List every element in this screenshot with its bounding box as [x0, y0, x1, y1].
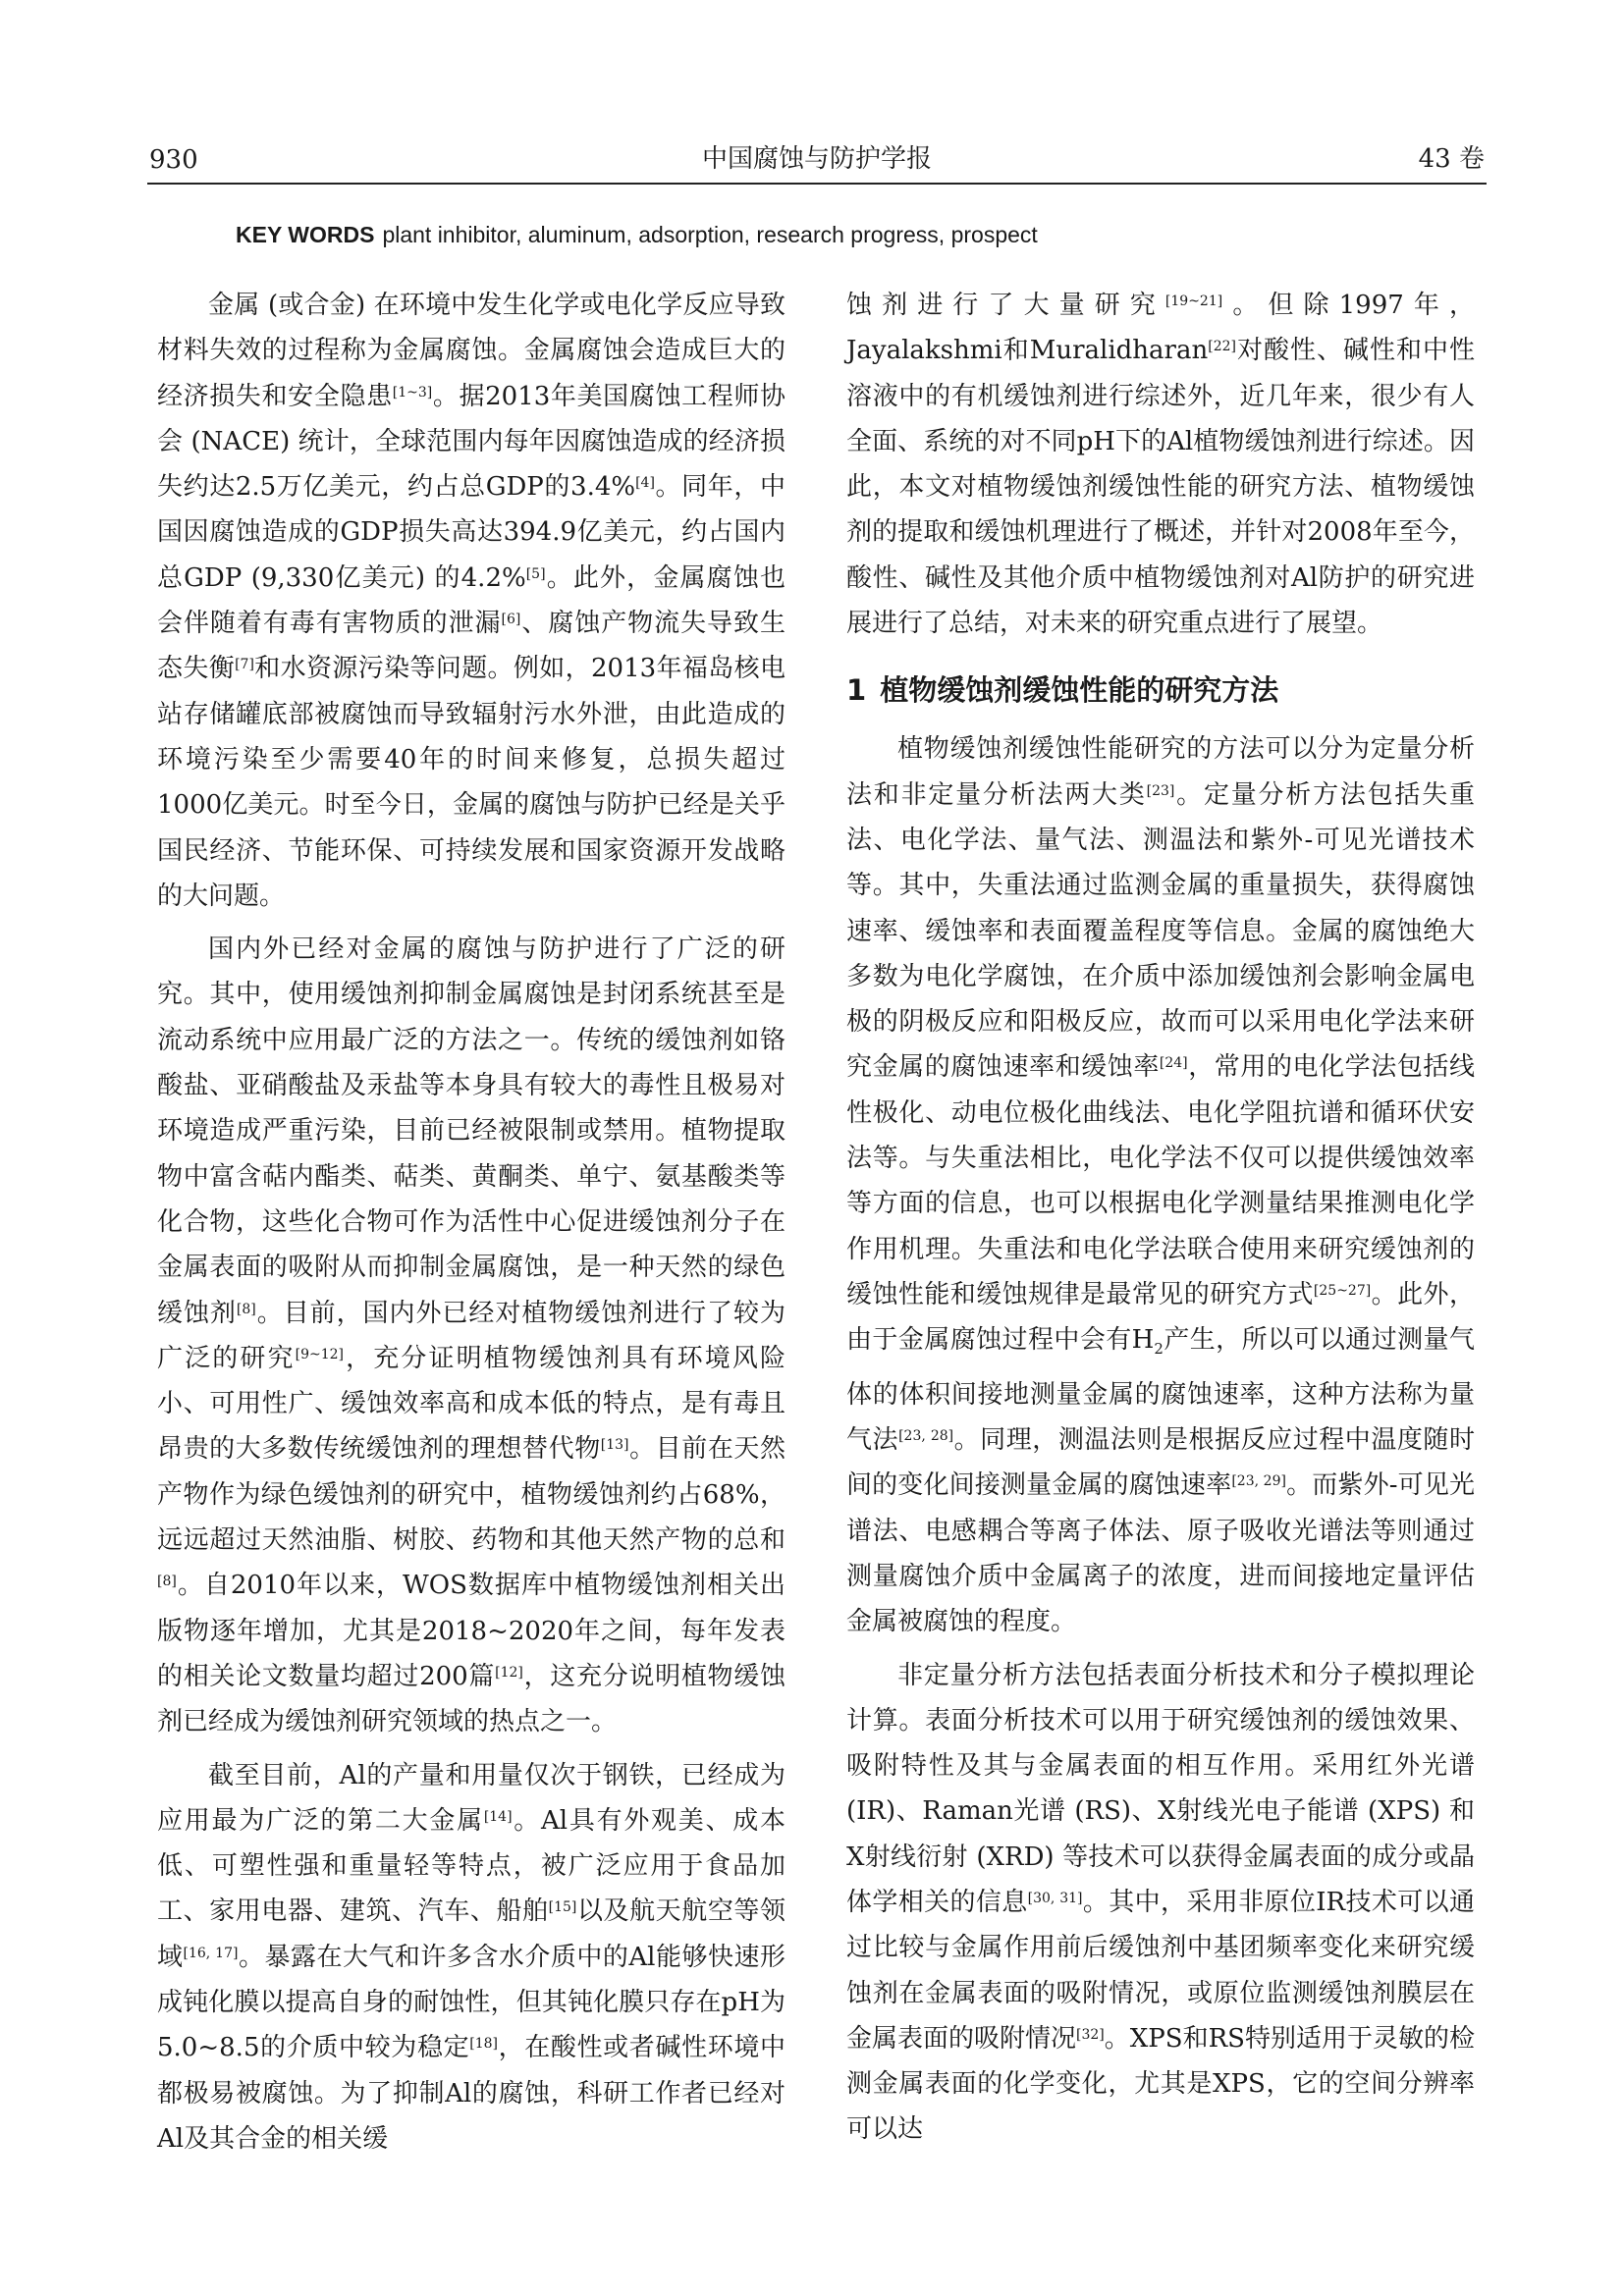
citation: [4]	[635, 475, 655, 492]
citation: [5]	[525, 565, 546, 582]
citation: [22]	[1208, 339, 1236, 355]
paragraph: 截至目前，Al的产量和用量仅次于钢铁，已经成为应用最为广泛的第二大金属[14]。Al具有外观美、成本低、可塑性强和重量轻等特点，被广泛应用于食品加工、家用电器、建筑、汽车、船舶[15]以及航天航空等领域[16, 17]。暴露在大气和许多含水介质中的Al能够快速形成钝化膜以提高自身的耐蚀性，但其钝化膜只存在pH为5.0~8.5的介质中较为稳定[18]，在酸性或者碱性环境中都极易被腐蚀。为了抑制Al的腐蚀，科研工作者已经对Al及其合金的相关缓	[157, 1760, 785, 2154]
citation: [25~27]	[1313, 1282, 1372, 1299]
paragraph: 蚀剂进行了大量研究[19~21]。但除1997年，Jayalakshmi和Muralidharan[22]对酸性、碱性和中性溶液中的有机缓蚀剂进行综述外，近几年来，很少有人全面、系统的对不同pH下的Al植物缓蚀剂进行综述。因此，本文对植物缓蚀剂缓蚀性能的研究方法、植物缓蚀剂的提取和缓蚀机理进行了概述，并针对2008年至今，酸性、碱性及其他介质中植物缓蚀剂对Al防护的研究进展进行了总结，对未来的研究重点进行了展望。	[846, 291, 1475, 639]
section-title: 植物缓蚀剂缓蚀性能的研究方法	[880, 673, 1279, 708]
citation: [24]	[1159, 1055, 1188, 1072]
paragraph: 金属 (或合金) 在环境中发生化学或电化学反应导致材料失效的过程称为金属腐蚀。金属腐蚀会造成巨大的经济损失和安全隐患[1~3]。据2013年美国腐蚀工程师协会 (NACE) 统计，全球范围内每年因腐蚀造成的经济损失约达2.5万亿美元，约占总GDP的3.4%[4]。同年，中国因腐蚀造成的GDP损失高达394.9亿美元，约占国内总GDP (9,330亿美元) 的4.2%[5]。此外，金属腐蚀也会伴随着有毒有害物质的泄漏[6]、腐蚀产物流失导致生态失衡[7]和水资源污染等问题。例如，2013年福岛核电站存储罐底部被腐蚀而导致辐射污水外泄，由此造成的环境污染至少需要40年的时间来修复，总损失超过1000亿美元。时至今日，金属的腐蚀与防护已经是关乎国民经济、节能环保、可持续发展和国家资源开发战略的大问题。	[157, 291, 785, 911]
citation: [6]	[501, 612, 521, 628]
citation: [14]	[483, 1808, 513, 1825]
paragraph: 国内外已经对金属的腐蚀与防护进行了广泛的研究。其中，使用缓蚀剂抑制金属腐蚀是封闭系统甚至是流动系统中应用最广泛的方法之一。传统的缓蚀剂如铬酸盐、亚硝酸盐及汞盐等本身具有较大的毒性且极易对环境造成严重污染，目前已经被限制或禁用。植物提取物中富含萜内酯类、萜类、黄酮类、单宁、氨基酸类等化合物，这些化合物可作为活性中心促进缓蚀剂分子在金属表面的吸附从而抑制金属腐蚀，是一种天然的绿色缓蚀剂[8]。目前，国内外已经对植物缓蚀剂进行了较为广泛的研究[9~12]，充分证明植物缓蚀剂具有环境风险小、可用性广、缓蚀效率高和成本低的特点，是有毒且昂贵的大多数传统缓蚀剂的理想替代物[13]。目前在天然产物作为绿色缓蚀剂的研究中，植物缓蚀剂约占68%，远远超过天然油脂、树胶、药物和其他天然产物的总和[8]。自2010年以来，WOS数据库中植物缓蚀剂相关出版物逐年增加，尤其是2018~2020年之间，每年发表的相关论文数量均超过200篇[12]，这充分说明植物缓蚀剂已经成为缓蚀剂研究领域的热点之一。	[157, 934, 785, 1737]
citation: [23]	[1146, 782, 1175, 799]
section-heading	[846, 667, 1475, 713]
citation: [8]	[157, 1574, 177, 1590]
section-number: 1	[846, 673, 867, 708]
citation: [15]	[548, 1899, 577, 1916]
citation: [7]	[235, 657, 254, 673]
citation: [12]	[495, 1664, 523, 1681]
keywords-label: KEY WORDS	[236, 222, 375, 247]
paragraph: 非定量分析方法包括表面分析技术和分子模拟理论计算。表面分析技术可以用于研究缓蚀剂的缓蚀效果、吸附特性及其与金属表面的相互作用。采用红外光谱 (IR)、Raman光谱 (RS)、X射线光电子能谱 (XPS) 和X射线衍射 (XRD) 等技术可以获得金属表面的成分或晶体学相关的信息[30, 31]。其中，采用非原位IR技术可以通过比较与金属作用前后缓蚀剂中基团频率变化来研究缓蚀剂在金属表面的吸附情况，或原位监测缓蚀剂膜层在金属表面的吸附情况[32]。XPS和RS特别适用于灵敏的检测金属表面的化学变化，尤其是XPS，它的空间分辨率可以达	[846, 1660, 1475, 2145]
citation: [16, 17]	[183, 1945, 239, 1961]
citation: [19~21]	[1164, 294, 1223, 309]
citation: [9~12]	[295, 1346, 345, 1362]
citation: [23, 29]	[1231, 1473, 1286, 1490]
citation: [23, 28]	[898, 1428, 954, 1445]
right-column	[846, 283, 1475, 2161]
citation: [13]	[600, 1437, 629, 1454]
subscript: 2	[1154, 1340, 1164, 1359]
citation: [30, 31]	[1027, 1890, 1083, 1906]
keywords-line	[236, 222, 1038, 248]
running-header	[147, 137, 1487, 185]
citation: [1~3]	[392, 384, 433, 400]
citation: [8]	[236, 1301, 256, 1317]
paragraph: 植物缓蚀剂缓蚀性能研究的方法可以分为定量分析法和非定量分析法两大类[23]。定量分析方法包括失重法、电化学法、量气法、测温法和紫外-可见光谱技术等。其中，失重法通过监测金属的重量损失，获得腐蚀速率、缓蚀率和表面覆盖程度等信息。金属的腐蚀绝大多数为电化学腐蚀，在介质中添加缓蚀剂会影响金属电极的阴极反应和阳极反应，故而可以采用电化学法来研究金属的腐蚀速率和缓蚀率[24]，常用的电化学法包括线性极化、动电位极化曲线法、电化学阻抗谱和循环伏安法等。与失重法相比，电化学法不仅可以提供缓蚀效率等方面的信息，也可以根据电化学测量结果推测电化学作用机理。失重法和电化学法联合使用来研究缓蚀剂的缓蚀性能和缓蚀规律是最常见的研究方式[25~27]。此外，由于金属腐蚀过程中会有$H_2$产生，所以可以通过测量气体的体积间接地测量金属的腐蚀速率，这种方法称为量气法[23, 28]。同理，测温法则是根据反应过程中温度随时间的变化间接测量金属的腐蚀速率[23, 29]。而紫外-可见光谱法、电感耦合等离子体法、原子吸收光谱法等则通过测量腐蚀介质中金属离子的浓度，进而间接地定量评估金属被腐蚀的程度。	[846, 734, 1475, 1637]
journal-title: 中国腐蚀与防护学报	[701, 144, 932, 174]
citation: [18]	[469, 2036, 498, 2053]
citation: [32]	[1076, 2026, 1105, 2043]
volume-label: 43 卷	[1418, 144, 1485, 174]
keywords-text: plant inhibitor, aluminum, adsorption, research progress, prospect	[382, 222, 1038, 247]
left-column	[157, 283, 785, 2169]
page-number: 930	[149, 145, 198, 175]
